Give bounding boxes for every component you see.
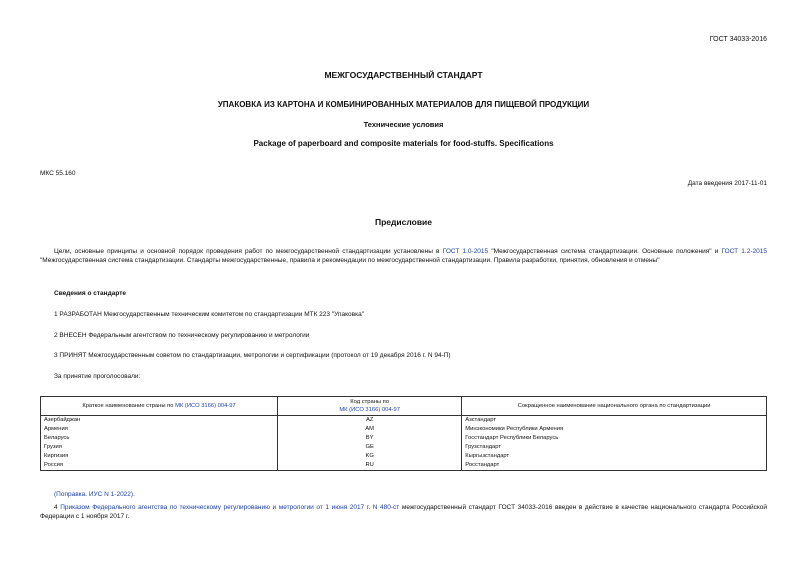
table-row bbox=[41, 425, 767, 434]
intro-text-1: Цели, основные принципы и основной порядок проведения работ по межгосударственной стандартизации установлены в bbox=[54, 248, 443, 255]
voted-label: За принятие проголосовали: bbox=[54, 373, 141, 380]
english-title: Package of paperboard and composite materials for food-stuffs. Specifications bbox=[253, 139, 554, 148]
mk-iso-link[interactable]: МК (ИСО 3166) 004-97 bbox=[175, 403, 236, 409]
country-name: Азербайджан bbox=[41, 416, 278, 426]
standards-body: Кыргызстандарт bbox=[462, 452, 767, 461]
preface-heading: Предисловие bbox=[374, 217, 433, 227]
amendment-link[interactable]: (Поправка. ИУС N 1-2022). bbox=[54, 491, 135, 498]
country-name: Беларусь bbox=[41, 434, 278, 443]
standards-body: Грузстандарт bbox=[462, 443, 767, 452]
standards-body: Азстандарт bbox=[462, 416, 767, 426]
column-header-body: Сокращенное наименование национального органа по стандартизации bbox=[462, 397, 767, 416]
table-row bbox=[41, 434, 767, 443]
table-row bbox=[41, 416, 767, 426]
table-header-row bbox=[41, 397, 767, 416]
country-code: AZ bbox=[278, 416, 462, 426]
item-enacted-paragraph bbox=[40, 503, 767, 521]
order-link[interactable]: Приказом Федерального агентства по техническому регулированию и метрологии от 1 июня 2017 г. N 480-ст bbox=[60, 504, 400, 511]
country-code: GE bbox=[278, 443, 462, 452]
table-row bbox=[41, 443, 767, 452]
item4-text: межгосударственный стандарт ГОСТ 34033-2016 введен в действие в качестве национального стандарта Российской Федерации с 1 ноября 2017 г. bbox=[40, 504, 768, 520]
column-header-country: Краткое наименование страны по МК (ИСО 3166) 004-97 bbox=[41, 397, 278, 416]
country-name: Россия bbox=[41, 461, 278, 471]
intro-text-3: "Межгосударственная система стандартизации. Стандарты межгосударственные, правила и рекомендации по межгосударственной стандартизации. Правила разработки, принятия, обновления и отмены" bbox=[40, 257, 660, 264]
table-row bbox=[41, 461, 767, 471]
preface-intro-paragraph bbox=[40, 247, 767, 265]
document-id: ГОСТ 34033-2016 bbox=[709, 36, 767, 43]
standard-type-title: МЕЖГОСУДАРСТВЕННЫЙ СТАНДАРТ bbox=[324, 70, 483, 80]
item-introduced: 2 ВНЕСЕН Федеральным агентством по техническому регулированию и метрологии bbox=[54, 332, 310, 339]
document-title: УПАКОВКА ИЗ КАРТОНА И КОМБИНИРОВАННЫХ МАТЕРИАЛОВ ДЛЯ ПИЩЕВОЙ ПРОДУКЦИИ bbox=[217, 100, 590, 109]
country-code: AM bbox=[278, 425, 462, 434]
table-row bbox=[41, 452, 767, 461]
item-adopted: 3 ПРИНЯТ Межгосударственным советом по стандартизации, метрологии и сертификации (протокол от 19 декабря 2016 г. N 94-П) bbox=[54, 352, 451, 359]
country-code: RU bbox=[278, 461, 462, 471]
gost-1-0-link[interactable]: ГОСТ 1.0-2015 bbox=[442, 248, 489, 255]
mks-code: МКС 55.160 bbox=[40, 170, 76, 177]
effective-date: Дата введения 2017-11-01 bbox=[687, 180, 767, 187]
standards-body: Госстандарт Республики Беларусь bbox=[462, 434, 767, 443]
mk-iso-link[interactable]: МК (ИСО 3166) 004-97 bbox=[339, 407, 400, 413]
gost-1-2-link[interactable]: ГОСТ 1.2-2015 bbox=[721, 248, 767, 255]
column-header-code: Код страны по МК (ИСО 3166) 004-97 bbox=[278, 397, 462, 416]
country-name: Киргизия bbox=[41, 452, 278, 461]
intro-text-2: "Межгосударственная система стандартизации. Основные положения" и bbox=[488, 248, 722, 255]
standard-info-heading: Сведения о стандарте bbox=[54, 290, 127, 297]
country-code: KG bbox=[278, 452, 462, 461]
item-developed: 1 РАЗРАБОТАН Межгосударственным техническим комитетом по стандартизации МТК 223 "Упаковка" bbox=[54, 311, 365, 318]
countries-table bbox=[40, 396, 767, 471]
standards-body: Минэкономики Республики Армения bbox=[462, 425, 767, 434]
standards-body: Росстандарт bbox=[462, 461, 767, 471]
country-name: Грузия bbox=[41, 443, 278, 452]
item4-number: 4 bbox=[54, 504, 61, 511]
country-name: Армения bbox=[41, 425, 278, 434]
country-code: BY bbox=[278, 434, 462, 443]
document-subtitle: Технические условия bbox=[363, 120, 444, 129]
